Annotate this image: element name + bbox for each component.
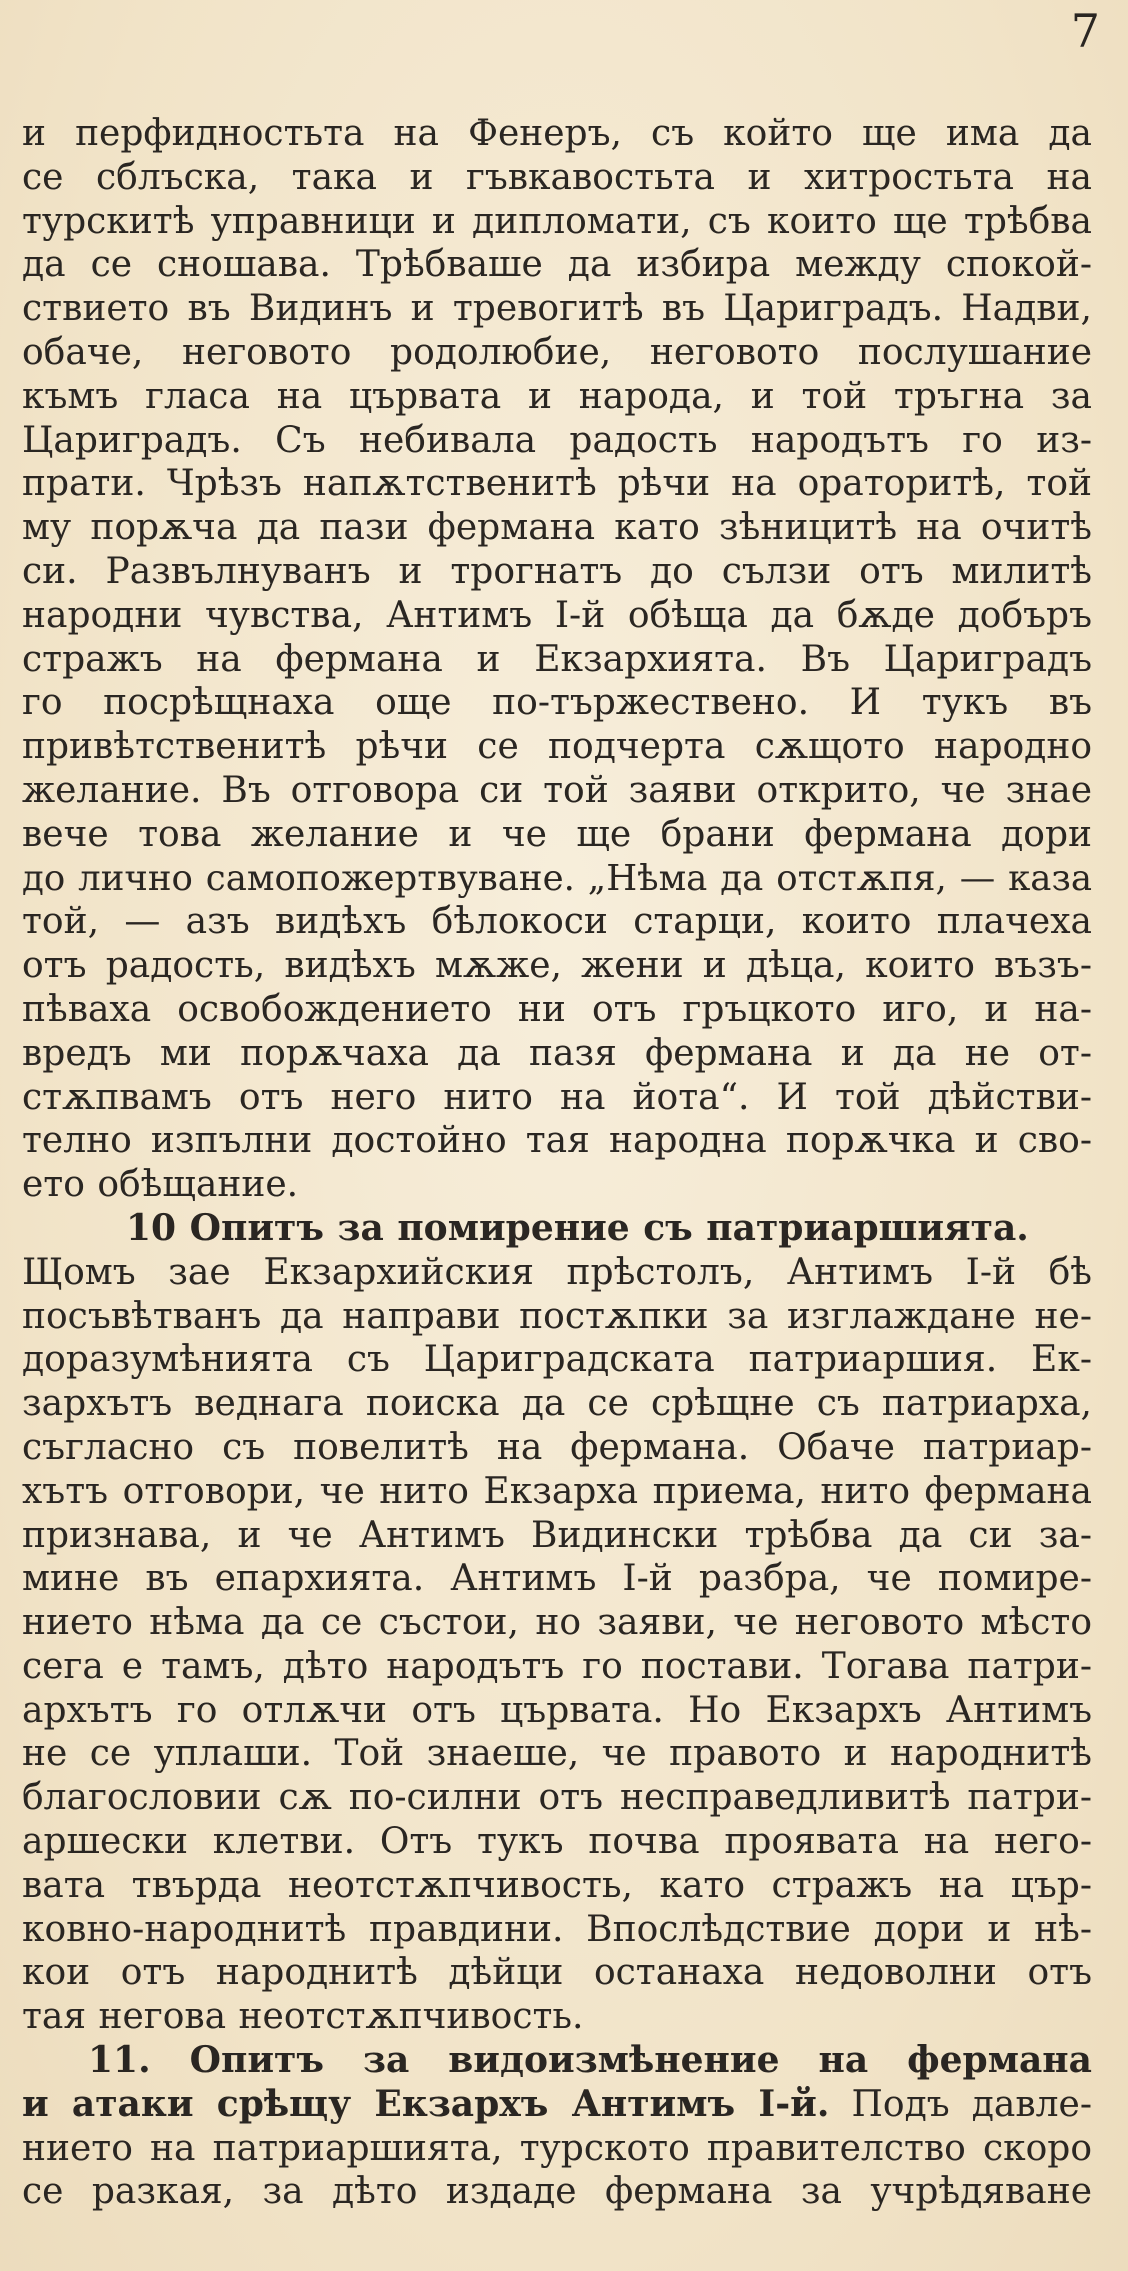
paragraph-1 xyxy=(22,112,1092,1207)
text-line: не се уплаши. Той знаеше, че правото и народнитѣ xyxy=(22,1733,1092,1775)
section-heading-continued: и атаки срѣщу Екзархъ Антимъ I-й. xyxy=(22,2082,830,2125)
section-heading: 10 Опитъ за помирение съ патриаршията. xyxy=(126,1206,1029,1249)
text-line: обаче, неговото родолюбие, неговото послушание xyxy=(22,331,1092,373)
text-line: вече това желание и че ще брани фермана дори xyxy=(22,813,1092,855)
text-line: мине въ епархията. Антимъ I-й разбра, че помире- xyxy=(22,1558,1092,1600)
text-line: до лично самопожертвуване. „Нѣма да отстѫпя, — каза xyxy=(22,857,1092,899)
text-line: Цариградъ. Съ небивала радость народътъ го из- xyxy=(22,419,1092,461)
section-10 xyxy=(22,1207,1092,2039)
text-line: кои отъ народнитѣ дѣйци останаха недоволни отъ xyxy=(22,1952,1092,1994)
text-line: благословии сѫ по-силни отъ несправедливитѣ патри- xyxy=(22,1777,1092,1819)
text-line: аршески клетви. Отъ тукъ почва проявата на него- xyxy=(22,1821,1092,1863)
text-line: нието на патриаршията, турското правителство скоро xyxy=(22,2127,1092,2169)
section-heading: 11. Опитъ за видоизмѣнение на фермана xyxy=(88,2039,1092,2082)
text-line: отъ радость, видѣхъ мѫже, жени и дѣца, които възъ- xyxy=(22,945,1092,987)
text-line: привѣтственитѣ рѣчи се подчерта сѫщото народно xyxy=(22,726,1092,768)
text-line: вредъ ми порѫчаха да пазя фермана и да не от- xyxy=(22,1032,1092,1074)
text-line: вата твърда неотстѫпчивость, като стражъ на цър- xyxy=(22,1864,1092,1906)
text-line: телно изпълни достойно тая народна порѫчка и сво- xyxy=(22,1120,1092,1162)
text-line: стражъ на фермана и Екзархията. Въ Цариградъ xyxy=(22,638,1092,680)
text-line: стѫпвамъ отъ него нито на йота“. И той дѣйстви- xyxy=(22,1076,1092,1118)
text-line: ето обѣщание. xyxy=(22,1164,299,1206)
text-line: го посрѣщнаха още по-тържествено. И тукъ въ xyxy=(22,682,1092,724)
text-line: прати. Чрѣзъ напѫтственитѣ рѣчи на ораторитѣ, той xyxy=(22,463,1092,505)
text-line: Щомъ зае Екзархийския прѣстолъ, Антимъ I-й бѣ xyxy=(22,1251,1092,1293)
text-line: хътъ отговори, че нито Екзарха приема, нито фермана xyxy=(22,1470,1092,1512)
text-line: къмъ гласа на цървата и народа, и той тръгна за xyxy=(22,375,1092,417)
text-line: да се сношава. Трѣбваше да избира между спокой- xyxy=(22,244,1092,286)
text-line: посъвѣтванъ да направи постѫпки за изглаждане не- xyxy=(22,1295,1092,1337)
text-line: и перфидностьта на Фенеръ, съ който ще има да xyxy=(22,113,1092,154)
text-line: доразумѣнията съ Цариградската патриаршия. Ек- xyxy=(22,1339,1092,1381)
page-number: 7 xyxy=(1070,4,1100,58)
text-line: се разкая, за дѣто издаде фермана за учрѣдяване xyxy=(22,2171,1092,2213)
text-line: съгласно съ повелитѣ на фермана. Обаче патриар- xyxy=(22,1426,1092,1468)
text-line: пѣваха освобождението ни отъ гръцкото иго, и на- xyxy=(22,988,1092,1030)
text-line: си. Развълнуванъ и трогнатъ до сълзи отъ милитѣ xyxy=(22,550,1092,592)
text-line: желание. Въ отговора си той заяви открито, че знае xyxy=(22,769,1092,811)
text-line: той, — азъ видѣхъ бѣлокоси старци, които плачеха xyxy=(22,901,1092,943)
text-fragment: Подъ давле- xyxy=(851,2083,1092,2125)
text-line: народни чувства, Антимъ I-й обѣща да бѫде добъръ xyxy=(22,594,1092,636)
section-11 xyxy=(22,2039,1092,2214)
text-line: ствието въ Видинъ и тревогитѣ въ Цариградъ. Надви, xyxy=(22,288,1092,330)
text-line: тая негова неотстѫпчивость. xyxy=(22,1996,584,2038)
text-line: нието нѣма да се състои, но заяви, че неговото мѣсто xyxy=(22,1602,1092,1644)
text-line: сега е тамъ, дѣто народътъ го постави. Тогава патри- xyxy=(22,1645,1092,1687)
text-line: ковно-народнитѣ правдини. Впослѣдствие дори и нѣ- xyxy=(22,1908,1092,1950)
text-line: турскитѣ управници и дипломати, съ които ще трѣбва xyxy=(22,200,1092,242)
text-line: признава, и че Антимъ Видински трѣбва да си за- xyxy=(22,1514,1092,1556)
text-line: зархътъ веднага поиска да се срѣщне съ патриарха, xyxy=(22,1383,1092,1425)
text-line: архътъ го отлѫчи отъ цървата. Но Екзархъ Антимъ xyxy=(22,1689,1092,1731)
text-line: му порѫча да пази фермана като зѣницитѣ на очитѣ xyxy=(22,507,1092,549)
text-line: се сблъска, така и гъвкавостьта и хитростьта на xyxy=(22,156,1092,198)
page-text xyxy=(22,112,1092,2214)
heading-continuation-line xyxy=(22,2083,1092,2127)
